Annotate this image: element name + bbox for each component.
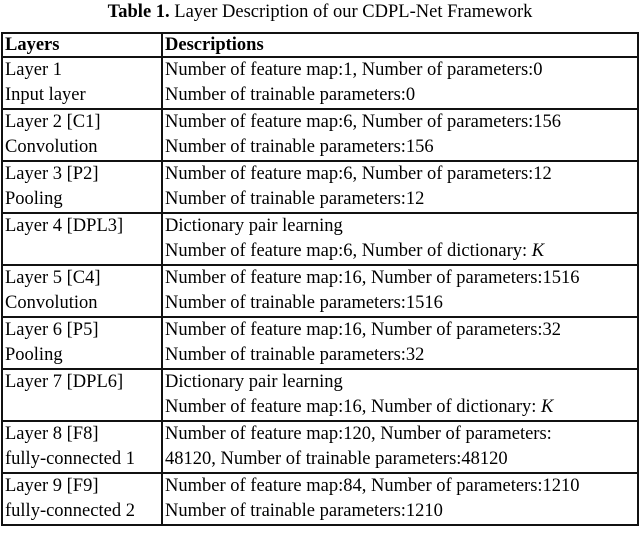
description-text: Dictionary pair learning — [165, 216, 343, 236]
description-cell — [162, 161, 638, 213]
table-row — [2, 369, 638, 421]
layer-line: Layer 8 [F8] — [5, 424, 99, 444]
layer-cell — [2, 57, 162, 109]
description-text: Number of trainable parameters:32 — [165, 345, 425, 365]
description-line — [165, 499, 637, 524]
layer-line: fully-connected 2 — [5, 501, 135, 521]
layer-line: Layer 2 [C1] — [5, 112, 101, 132]
header-descriptions: Descriptions — [162, 33, 638, 57]
layer-line: Layer 7 [DPL6] — [5, 372, 124, 392]
layer-line: Layer 4 [DPL3] — [5, 216, 124, 236]
description-cell — [162, 109, 638, 161]
description-line — [165, 318, 637, 343]
description-line — [165, 291, 637, 316]
description-line — [165, 474, 637, 499]
description-text: Number of feature map:16, Number of parameters:32 — [165, 320, 562, 340]
description-text: Dictionary pair learning — [165, 372, 343, 392]
layer-cell — [2, 109, 162, 161]
layer-line: Input layer — [5, 85, 86, 105]
description-cell — [162, 421, 638, 473]
dictionary-symbol: K — [541, 397, 554, 417]
layer-line: Pooling — [5, 345, 63, 365]
description-cell — [162, 473, 638, 525]
description-text: Number of feature map:6, Number of dictionary: — [165, 241, 532, 261]
description-text: Number of trainable parameters:1210 — [165, 501, 443, 521]
description-line — [165, 110, 637, 135]
table-row — [2, 109, 638, 161]
description-text: Number of trainable parameters:1516 — [165, 293, 443, 313]
layer-line: Convolution — [5, 293, 98, 313]
description-text: Number of feature map:84, Number of parameters:1210 — [165, 476, 580, 496]
layer-description-table — [1, 32, 639, 526]
description-line — [165, 266, 637, 291]
layer-line: fully-connected 1 — [5, 449, 135, 469]
caption-label: Table 1. — [107, 2, 170, 22]
description-text: Number of trainable parameters:156 — [165, 137, 434, 157]
description-text: Number of feature map:120, Number of parameters: — [165, 424, 552, 444]
description-text: Number of feature map:16, Number of dictionary: — [165, 397, 542, 417]
dictionary-symbol: K — [531, 241, 545, 261]
description-cell — [162, 213, 638, 265]
description-cell — [162, 265, 638, 317]
description-text: Number of trainable parameters:0 — [165, 85, 416, 105]
layer-cell — [2, 265, 162, 317]
description-line — [165, 135, 637, 160]
layer-line: Pooling — [5, 189, 63, 209]
layer-cell — [2, 421, 162, 473]
description-line — [165, 187, 637, 212]
layer-cell — [2, 473, 162, 525]
header-layers: Layers — [2, 33, 162, 57]
table-row — [2, 421, 638, 473]
layer-line: Convolution — [5, 137, 98, 157]
description-line — [165, 370, 637, 395]
layer-line: Layer 9 [F9] — [5, 476, 99, 496]
layer-line: Layer 5 [C4] — [5, 268, 101, 288]
description-line — [165, 343, 637, 368]
table-row — [2, 473, 638, 525]
header-row — [2, 33, 638, 57]
caption-text: Layer Description of our CDPL-Net Framework — [169, 2, 533, 22]
table-row — [2, 161, 638, 213]
table-row — [2, 57, 638, 109]
description-text: Number of trainable parameters:12 — [165, 189, 425, 209]
table-caption — [0, 0, 640, 24]
layer-line: Layer 3 [P2] — [5, 164, 99, 184]
table-row — [2, 213, 638, 265]
layer-line: Layer 1 — [5, 60, 63, 80]
description-line — [165, 214, 637, 239]
layer-cell — [2, 317, 162, 369]
description-line — [165, 58, 637, 83]
table-row — [2, 317, 638, 369]
description-cell — [162, 57, 638, 109]
description-cell — [162, 317, 638, 369]
layer-cell — [2, 161, 162, 213]
description-line — [165, 422, 637, 447]
description-text: Number of feature map:6, Number of parameters:156 — [165, 112, 562, 132]
description-line — [165, 162, 637, 187]
description-line — [165, 447, 637, 472]
description-cell — [162, 369, 638, 421]
layer-cell — [2, 213, 162, 265]
table-row — [2, 265, 638, 317]
layer-cell — [2, 369, 162, 421]
description-text: Number of feature map:1, Number of parameters:0 — [165, 60, 543, 80]
description-text: Number of feature map:16, Number of parameters:1516 — [165, 268, 580, 288]
description-text: 48120, Number of trainable parameters:48120 — [165, 449, 508, 469]
description-text: Number of feature map:6, Number of parameters:12 — [165, 164, 552, 184]
layer-line: Layer 6 [P5] — [5, 320, 99, 340]
description-line — [165, 395, 637, 420]
description-line — [165, 239, 637, 264]
description-line — [165, 83, 637, 108]
